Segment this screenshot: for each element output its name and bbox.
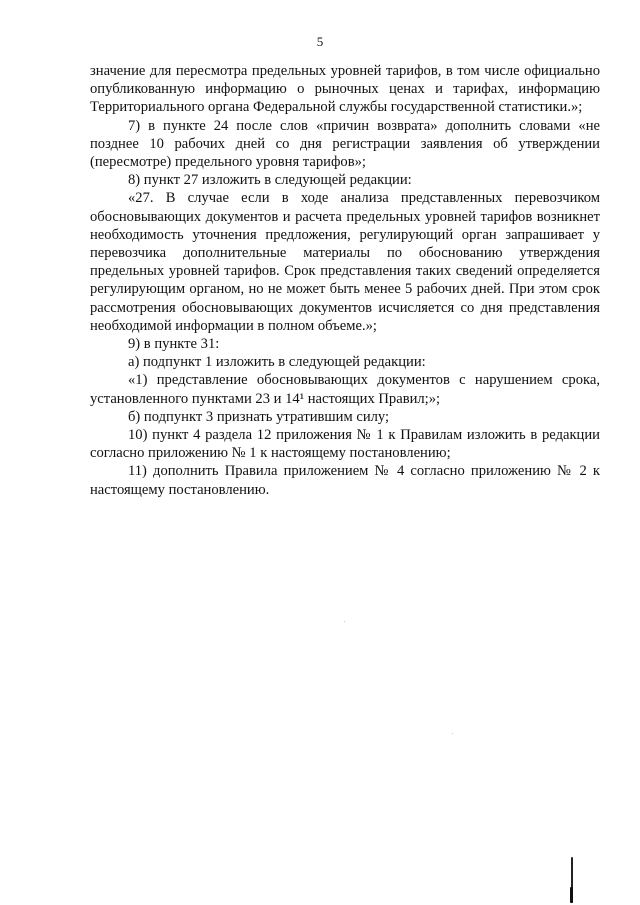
scan-speck	[344, 621, 345, 622]
paragraph-item-10: 10) пункт 4 раздела 12 приложения № 1 к Правилам изложить в редакции согласно приложению № 1 к настоящему постановлению;	[90, 427, 600, 462]
paragraph-item-8: 8) пункт 27 изложить в следующей редакции:	[128, 172, 412, 189]
paragraph-item-7: 7) в пункте 24 после слов «причин возврата» дополнить словами «не позднее 10 рабочих дней со дня регистрации заявления об утверждении (пересмотре) предельного уровня тарифов»;	[90, 117, 600, 171]
scan-edge-mark	[571, 857, 573, 903]
page-number: 5	[316, 34, 324, 49]
scan-speck	[452, 733, 453, 734]
paragraph-subitem-a-quote: «1) представление обосновывающих документов с нарушением срока, установленного пунктами 23 и 14¹ настоящих Правил;»;	[90, 372, 600, 407]
paragraph-subitem-a: а) подпункт 1 изложить в следующей редакции:	[128, 354, 426, 371]
paragraph-continuation: значение для пересмотра предельных уровней тарифов, в том числе официально опубликованную информацию о рыночных ценах и тарифах, информацию Территориального органа Федеральной службы государственной статистики.»;	[90, 63, 600, 116]
paragraph-item-11: 11) дополнить Правила приложением № 4 согласно приложению № 2 к настоящему постановлению.	[90, 463, 600, 498]
paragraph-item-9: 9) в пункте 31:	[128, 336, 220, 353]
document-body	[90, 62, 600, 499]
paragraph-item-27-quote: «27. В случае если в ходе анализа представленных перевозчиком обосновывающих документов и расчета предельных уровней тарифов возникнет необходимость уточнения предложения, регулирующий орган запрашивает у перевозчика дополнительные материалы по обоснованию утверждения предельных уровней тарифов. Срок представления таких сведений определяется регулирующим органом, но не может быть менее 5 рабочих дней. При этом срок рассмотрения обосновывающих документов исчисляется со дня представления необходимой информации в полном объеме.»;	[90, 190, 600, 334]
paragraph-subitem-b: б) подпункт 3 признать утратившим силу;	[128, 408, 390, 425]
